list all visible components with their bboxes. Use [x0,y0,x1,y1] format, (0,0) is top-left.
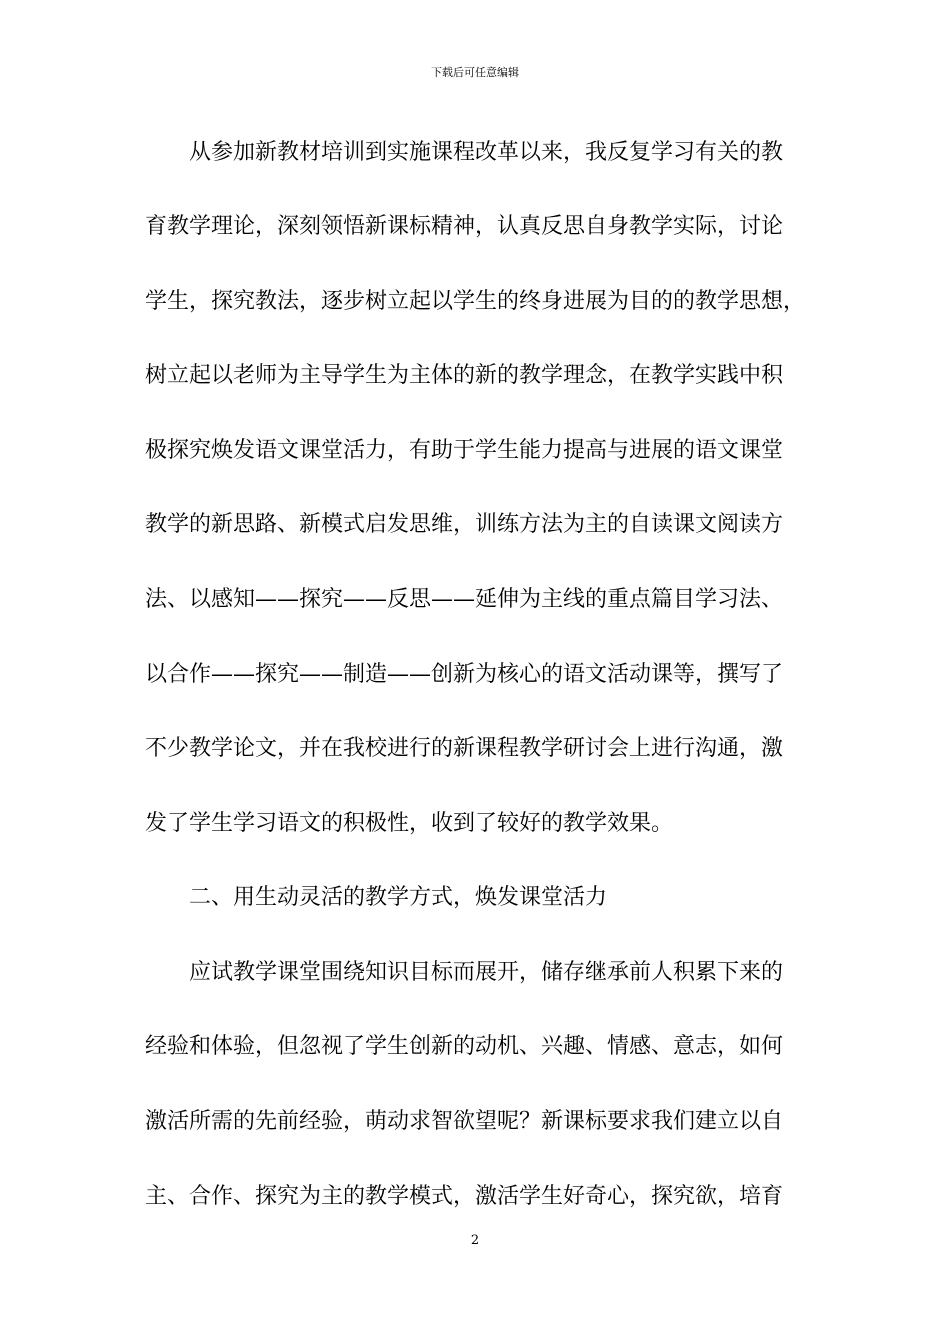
body-line: 以合作——探究——制造——创新为核心的语文活动课等，撰写了 [145,662,784,687]
body-line: 主、合作、探究为主的教学模式，激活学生好奇心，探究欲，培育 [145,1184,784,1209]
section-heading: 二、用生动灵活的教学方式，焕发课堂活力 [189,885,608,910]
page-header: 下载后可任意编辑 [431,66,519,79]
body-line: 树立起以老师为主导学生为主体的新的教学理念，在教学实践中积 [145,363,784,388]
body-line: 从参加新教材培训到实施课程改革以来，我反复学习有关的教 [189,140,784,165]
body-line: 应试教学课堂围绕知识目标而展开，储存继承前人积累下来的 [189,960,784,985]
body-line: 激活所需的先前经验，萌动求智欲望呢？新课标要求我们建立以自 [145,1109,784,1134]
body-line: 法、以感知——探究——反思——延伸为主线的重点篇目学习法、 [145,587,784,612]
body-line: 极探究焕发语文课堂活力，有助于学生能力提高与进展的语文课堂 [145,438,784,463]
page-number: 2 [470,1233,480,1248]
body-line: 教学的新思路、新模式启发思维，训练方法为主的自读课文阅读方 [145,512,784,537]
body-line: 发了学生学习语文的积极性，收到了较好的教学效果。 [145,811,674,836]
body-line: 育教学理论，深刻领悟新课标精神，认真反思自身教学实际，讨论 [145,214,784,239]
body-line: 学生，探究教法，逐步树立起以学生的终身进展为目的的教学思想， [145,289,806,314]
body-line: 经验和体验，但忽视了学生创新的动机、兴趣、情感、意志，如何 [145,1034,784,1059]
body-line: 不少教学论文，并在我校进行的新课程教学研讨会上进行沟通，激 [145,736,784,761]
